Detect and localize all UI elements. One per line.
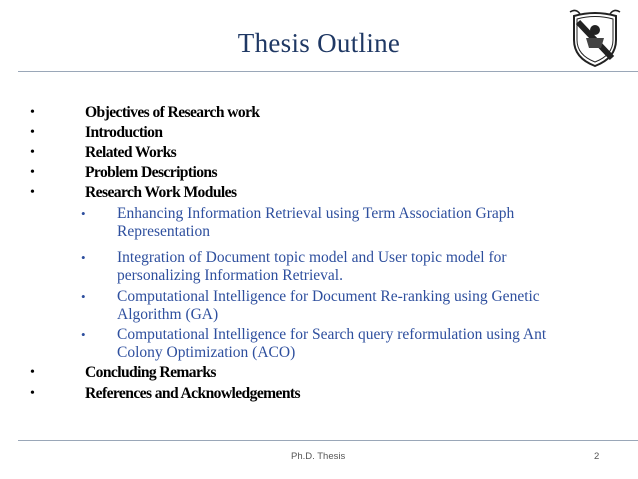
bullet: • xyxy=(30,165,35,180)
slide-title: Thesis Outline xyxy=(237,28,401,58)
bullet: • xyxy=(30,145,35,160)
bullet: • xyxy=(81,250,86,265)
bullet: • xyxy=(30,386,35,401)
institution-crest-icon xyxy=(568,8,622,68)
bullet: • xyxy=(81,327,86,342)
bullet: • xyxy=(81,206,86,221)
bullet: • xyxy=(30,105,35,120)
bullet: • xyxy=(30,185,35,200)
page-number: 2 xyxy=(594,451,600,462)
bullet: • xyxy=(30,125,35,140)
footer-divider xyxy=(18,440,638,441)
bullet: • xyxy=(81,289,86,304)
footer-text: Ph.D. Thesis xyxy=(291,451,346,462)
title-divider xyxy=(18,71,638,72)
bullet: • xyxy=(30,365,35,380)
